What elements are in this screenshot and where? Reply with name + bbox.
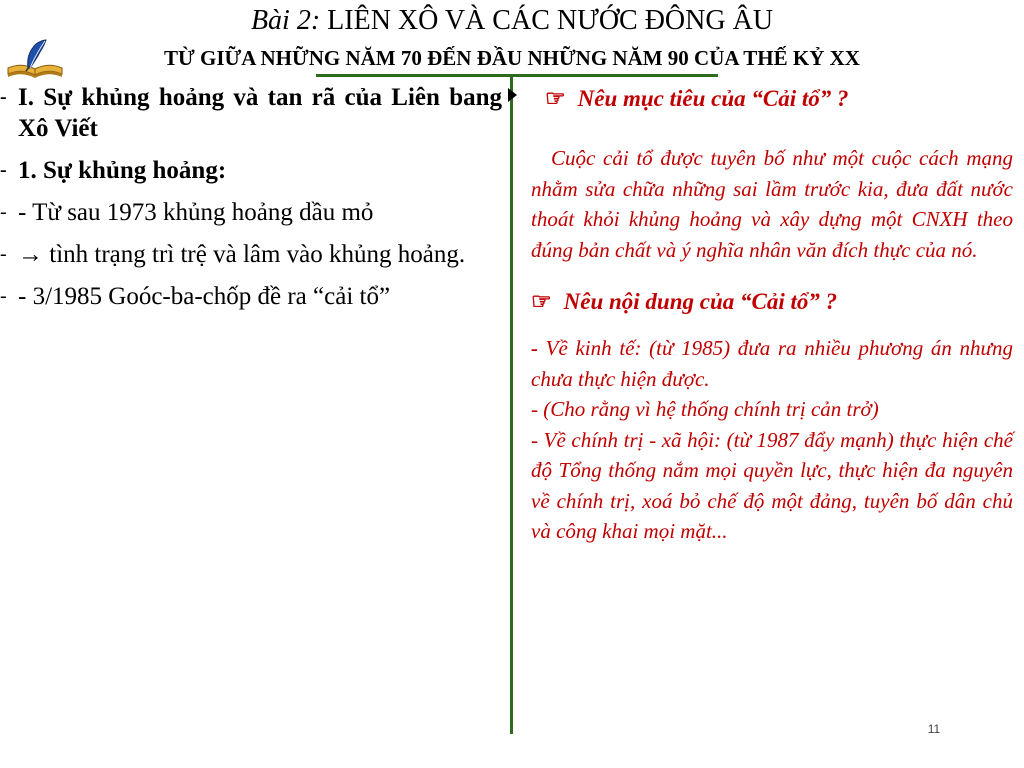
title-underline (316, 74, 718, 77)
question-text: Nêu mục tiêu của “Cải tổ” ? (577, 86, 849, 111)
bullet-dash-icon: - (0, 285, 7, 307)
list-item-text: - 3/1985 Goóc-ba-chốp đề ra “cải tổ” (18, 283, 391, 310)
list-item (0, 197, 502, 228)
question-text: Nêu nội dung của “Cải tổ” ? (563, 289, 838, 314)
list-item (0, 239, 502, 270)
question-objective (531, 84, 1013, 114)
section-heading (0, 82, 502, 144)
bullet-dash-icon: - (0, 243, 7, 265)
list-item-text: → tình trạng trì trệ và lâm vào khủng hoảng. (18, 241, 466, 268)
subsection-heading (0, 155, 502, 186)
page-number: 11 (927, 722, 941, 736)
page-title (0, 4, 1024, 38)
quill-and-book-icon (4, 38, 66, 82)
question-content (531, 287, 1013, 317)
page-subtitle: TỪ GIỮA NHỮNG NĂM 70 ĐẾN ĐẦU NHỮNG NĂM 90 CỦA THẾ KỶ XX (164, 46, 860, 70)
list-item (0, 281, 502, 312)
column-divider (510, 74, 513, 734)
arrowhead-icon (508, 88, 517, 102)
left-column (0, 82, 502, 323)
pointing-hand-icon: ☞ (545, 86, 566, 111)
answer-economy-text: Về kinh tế: (từ 1985) đưa ra nhiều phương án nhưng chưa thực hiện được. (531, 336, 1013, 391)
right-column (531, 84, 1013, 547)
bullet-dash-icon: - (0, 159, 7, 181)
bullet-dash-icon: - (0, 86, 7, 108)
bullet-dash-icon: - (0, 201, 7, 223)
answer-objective: Cuộc cải tổ được tuyên bố như một cuộc cách mạng nhằm sửa chữa những sai lầm trước kia, đưa đất nước thoát khỏi khủng hoảng và xây dựng một CNXH theo đúng bản chất và ý nghĩa nhân văn đích thực của nó. (531, 146, 1013, 262)
section-heading-text: I. Sự khủng hoảng và tan rã của Liên bang Xô Viết (18, 84, 502, 142)
answer-note: - (Cho rằng vì hệ thống chính trị cản trở) (531, 397, 879, 421)
answer-politics: - Về chính trị - xã hội: (từ 1987 đẩy mạnh) thực hiện chế độ Tổng thống nắm mọi quyền lực, thực hiện đa nguyên về chính trị, xoá bỏ chế độ một đảng, tuyên bố dân chủ và công khai mọi mặt... (531, 427, 1013, 543)
subsection-heading-text: 1. Sự khủng hoảng: (18, 157, 227, 184)
answer-dash: - (531, 336, 538, 360)
lesson-label: Bài 2: (250, 5, 321, 36)
list-item-text: - Từ sau 1973 khủng hoảng dầu mỏ (18, 199, 374, 226)
pointing-hand-icon: ☞ (531, 289, 552, 314)
answer-economy (531, 333, 1013, 394)
lesson-title: LIÊN XÔ VÀ CÁC NƯỚC ĐÔNG ÂU (327, 5, 774, 36)
